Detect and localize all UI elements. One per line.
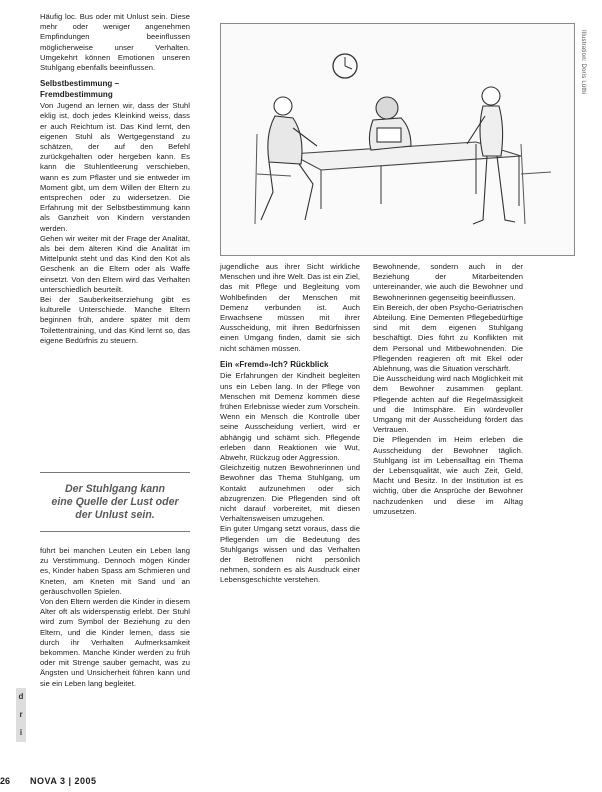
illustration-drawing (221, 24, 574, 255)
paragraph: Ein guter Umgang setzt voraus, dass die Pflegenden um die Bedeutung des Stuhlgangs wissen und das Verhalten der Betroffenen nicht persönlich nehmen, sondern es als Ausdruck einer Lebensgeschichte verstehen. (220, 524, 360, 585)
paragraph: Von Jugend an lernen wir, dass der Stuhl eklig ist, doch jedes Kleinkind weiss, dass er auch Reichtum ist. Das Kind lernt, den eigenen Stuhl als Wertgegenstand zu schätzen, der auf den Befehl zurückgehalten oder hergeben kann. Es kann die Stuhlentleerung verschieben, wann es zum Pflaster und sie entweder im Moment gibt, um dem Willen der Eltern zu entsprechen oder zu widersetzen. Die Erfahrung mit der Selbstbestimmung kann als Ganzheit von Kindern verstanden werden. (40, 101, 190, 233)
section-heading-self-determination: Selbstbestimmung – Fremdbestimmung (40, 79, 120, 99)
column-1-bottom (40, 546, 190, 689)
pull-quote-line: Der Stuhlgang kann (64, 482, 166, 495)
column-2 (220, 262, 360, 586)
pull-quote-line: der Unlust sein. (75, 508, 155, 521)
pull-quote (40, 472, 190, 532)
page-number: 26 (0, 776, 11, 786)
seated-person-center (369, 97, 411, 150)
paragraph: Gehen wir weiter mit der Frage der Analität, als bei dem älteren Kind die Analität im Mittelpunkt steht und das Kind den Kot als Geschenk an die Eltern oder als Waffe einsetzt. Von den Eltern wird das Verhalten unterschiedlich beurteilt. (40, 233, 190, 294)
section-heading-retrospective: Ein «Fremd»-Ich? Rückblick (220, 359, 329, 369)
paragraph: Bei der Sauberkeitserziehung gibt es kulturelle Unterschiede. Manche Eltern beginnen früh, andere später mit dem Toilettentraining, und das Kind lernt so, das eigene Bedürfnis zu steuern. (40, 295, 190, 345)
paragraph: Von den Eltern werden die Kinder in diesem Alter oft als widerspenstig erlebt. Der Stuhl wird zum Symbol der Beziehung zu den Eltern, und die Kinder lernen, dass sie durch ihr Verhalten Aufmerksamkeit bekommen. Manche Kinder werden zu früh oder mit Strenge sauber gemacht, was zu Ängsten und Unsicherheit führen kann und sie ein Leben lang begleitet. (40, 597, 190, 688)
paragraph: Die Pflegenden im Heim erleben die Ausscheidung der Bewohner täglich. Stuhlgang ist im Lebensalltag ein Thema der Lebensqualität, wie auch Zeit, Geld, Macht und Besitz. In der Institution ist es wichtig, über die Ansprüche der Bewohner nachzudenken und diese im Alltag umzusetzen. (373, 435, 523, 516)
paragraph: Die Ausscheidung wird nach Möglichkeit mit dem Bewohner zusammen geplant. Pflegende achten auf die Regelmässigkeit und die Intimsphäre. Ein würdevoller Umgang mit der Ausscheidung fördert das Vertrauen. (373, 374, 523, 435)
illustration-credit: Illustration: Doris Lüthi (580, 30, 586, 95)
pull-quote-line: eine Quelle der Lust oder (51, 495, 179, 508)
margin-letter: r (19, 710, 23, 719)
paragraph: Gleichzeitig nutzen Bewohnerinnen und Bewohner das Thema Stuhlgang, um Kontakt aufzunehmen oder sich abzugrenzen. Die Pflegenden sind oft nicht darauf vorbereitet, mit diesen Verhaltensweisen umzugehen. (220, 463, 360, 524)
magazine-issue: NOVA 3 | 2005 (30, 776, 97, 786)
paragraph: jugendliche aus ihrer Sicht wirkliche Menschen und ihre Welt. Das ist ein Ziel, das mit Pflege und Begleitung vom Wohlbefinden der Menschen mit Demenz verbunden ist. Auch Erwachsene müssen mit ihrer Ausscheidung, mit ihren Bedürfnissen einen Umgang finden, damit sie sich nicht schämen müssen. (220, 262, 360, 353)
clock-icon (333, 54, 357, 78)
intro-fragment: Häufig loc. Bus oder mit Unlust sein. Diese mehr oder weniger angenehmen Empfindungen beeinflussen möglicherweise unser Verhalten. Umgekehrt können Emotionen unseren Stuhlgang ebenfalls beeinflussen. (40, 12, 190, 73)
illustration (220, 23, 575, 256)
paragraph: Die Erfahrungen der Kindheit begleiten uns ein Leben lang. In der Pflege von Menschen mit Demenz kommen diese frühen Erlebnisse wieder zum Vorschein. Wenn ein Mensch die Kontrolle über seine Ausscheidung verliert, wird er abhängig und schämt sich. Pflegende erleben dann Reaktionen wie Wut, Abwehr, Rückzug oder Aggression. (220, 371, 360, 462)
paragraph: führt bei manchen Leuten ein Leben lang zu Verstimmung. Dennoch mögen Kinder es, Kinder haben Spass am Schmieren und Kneten, am Kneten mit Sand und an geräuschvollen Spielen. (40, 546, 190, 596)
margin-letter: i (19, 728, 23, 737)
paragraph: Ein Bereich, der oben Psycho-Geriatrischen Abteilung. Eine Dementen Pflegebedürftige sind mit dem eigenen Stuhlgang beschäftigt. Dies führt zu Konflikten mit dem Personal und Mitbewohnenden. Die Pflegenden reagieren oft mit Ekel oder Ablehnung, was die Situation verschärft. (373, 302, 523, 374)
column-1-top (40, 12, 190, 346)
paragraph: Bewohnende, sondern auch in der Beziehung der Mitarbeitenden untereinander, wie auch die Bewohner und Bewohnerinnen gegenseitig beeinflussen. (373, 262, 523, 302)
page-footer (0, 774, 602, 790)
margin-tab (16, 688, 26, 742)
column-3 (373, 262, 523, 517)
margin-letter: d (18, 692, 24, 701)
